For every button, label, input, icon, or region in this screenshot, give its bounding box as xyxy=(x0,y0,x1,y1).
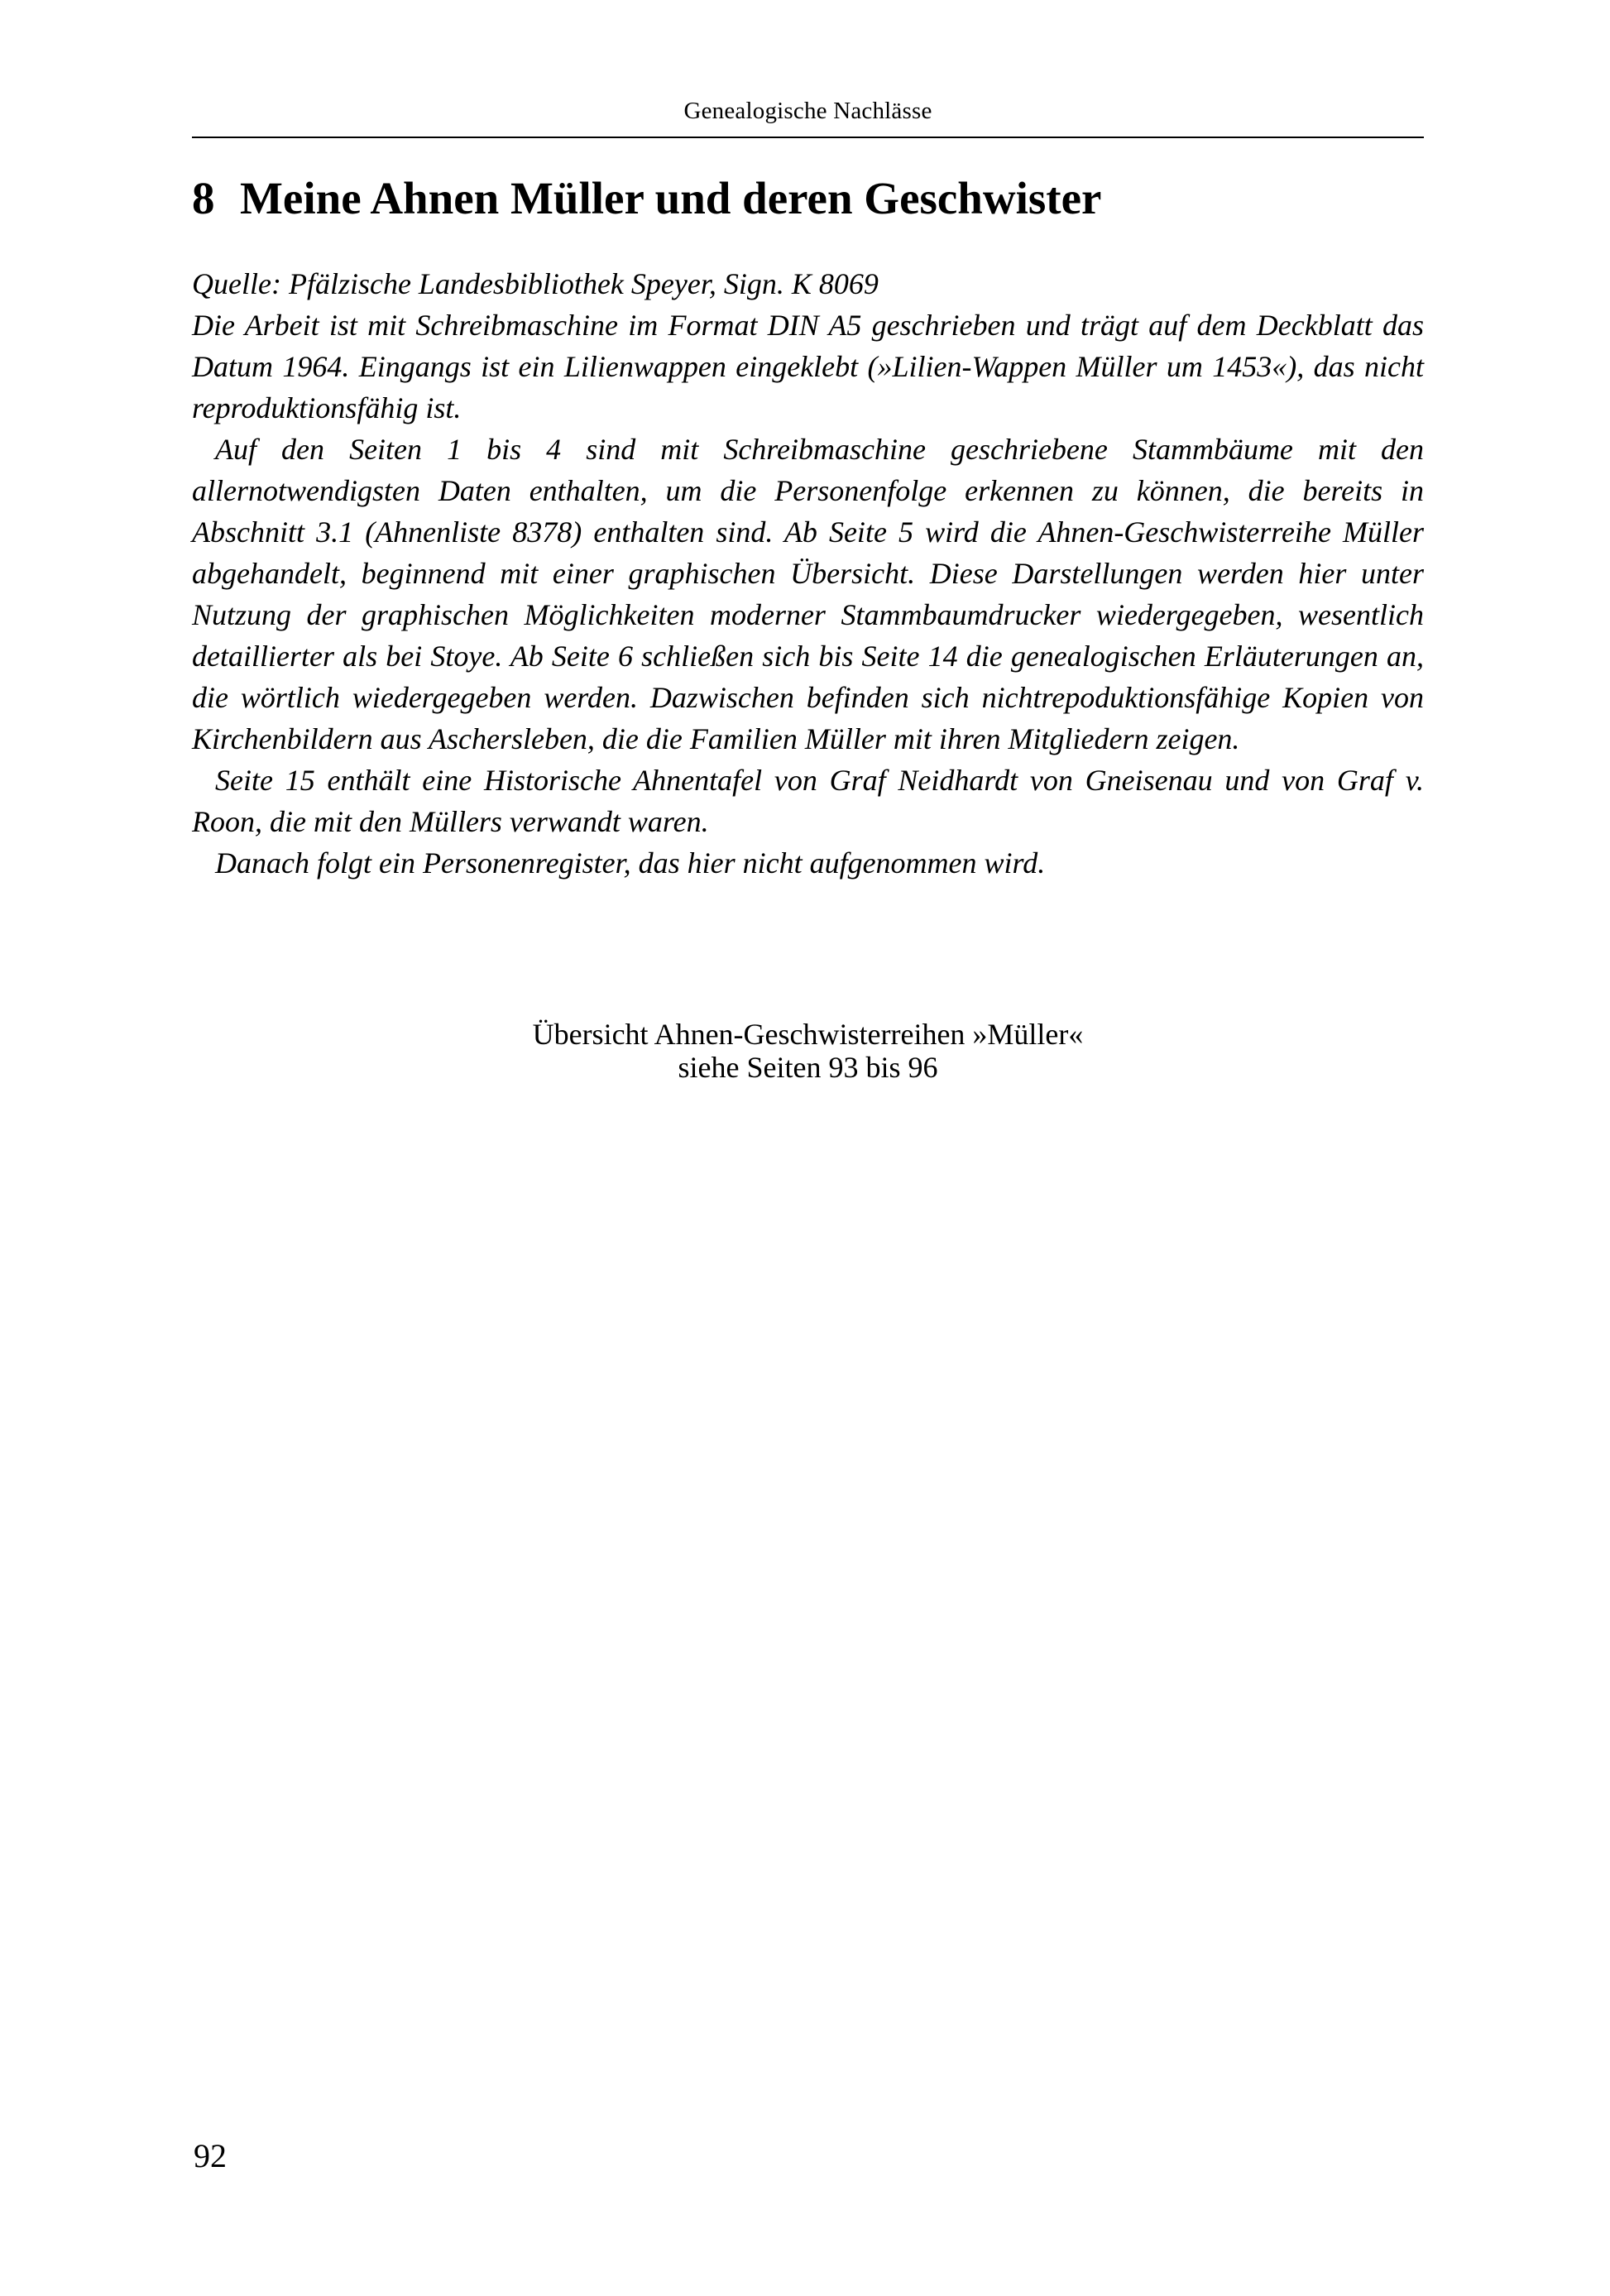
header-rule xyxy=(192,137,1424,138)
source-line: Quelle: Pfälzische Landesbibliothek Speyer, Sign. K 8069 xyxy=(192,267,879,300)
overview-note-line: Übersicht Ahnen-Geschwisterreihen »Müller« xyxy=(532,1018,1084,1051)
chapter-title xyxy=(192,172,1101,225)
overview-note-line: siehe Seiten 93 bis 96 xyxy=(678,1051,938,1084)
paragraph: Danach folgt ein Personenregister, das hier nicht aufgenommen wird. xyxy=(215,846,1046,880)
running-header: Genealogische Nachlässe xyxy=(683,98,932,124)
chapter-title-text: Meine Ahnen Müller und deren Geschwister xyxy=(240,173,1102,223)
paragraph: Seite 15 enthält eine Historische Ahnentafel von Graf Neidhardt von Gneisenau und von Graf v. Roon, die mit den Müllers verwandt waren. xyxy=(192,764,1424,838)
paragraph: Die Arbeit ist mit Schreibmaschine im Format DIN A5 geschrieben und trägt auf dem Deckblatt das Datum 1964. Eingangs ist ein Lilienwappen eingeklebt (»Lilien-Wappen Müller um 1453«), das nicht reproduktionsfähig ist. xyxy=(192,309,1424,424)
body-text xyxy=(192,263,1424,884)
chapter-number: 8 xyxy=(192,173,215,223)
overview-note xyxy=(192,1018,1424,1084)
paragraph: Auf den Seiten 1 bis 4 sind mit Schreibmaschine geschriebene Stammbäume mit den allernotwendigsten Daten enthalten, um die Personenfolge erkennen zu können, die bereits in Abschnitt 3.1 (Ahnenliste 8378) enthalten sind. Ab Seite 5 wird die Ahnen-Geschwisterreihe Müller abgehandelt, beginnend mit einer graphischen Übersicht. Diese Darstellungen werden hier unter Nutzung der graphischen Möglichkeiten moderner Stammbaumdrucker wiedergegeben, wesentlich detaillierter als bei Stoye. Ab Seite 6 schließen sich bis Seite 14 die genealogischen Erläuterungen an, die wörtlich wiedergegeben werden. Dazwischen befinden sich nichtrepoduktionsfähige Kopien von Kirchenbildern aus Aschersleben, die die Familien Müller mit ihren Mitgliedern zeigen. xyxy=(192,433,1424,755)
page-number: 92 xyxy=(194,2137,227,2174)
